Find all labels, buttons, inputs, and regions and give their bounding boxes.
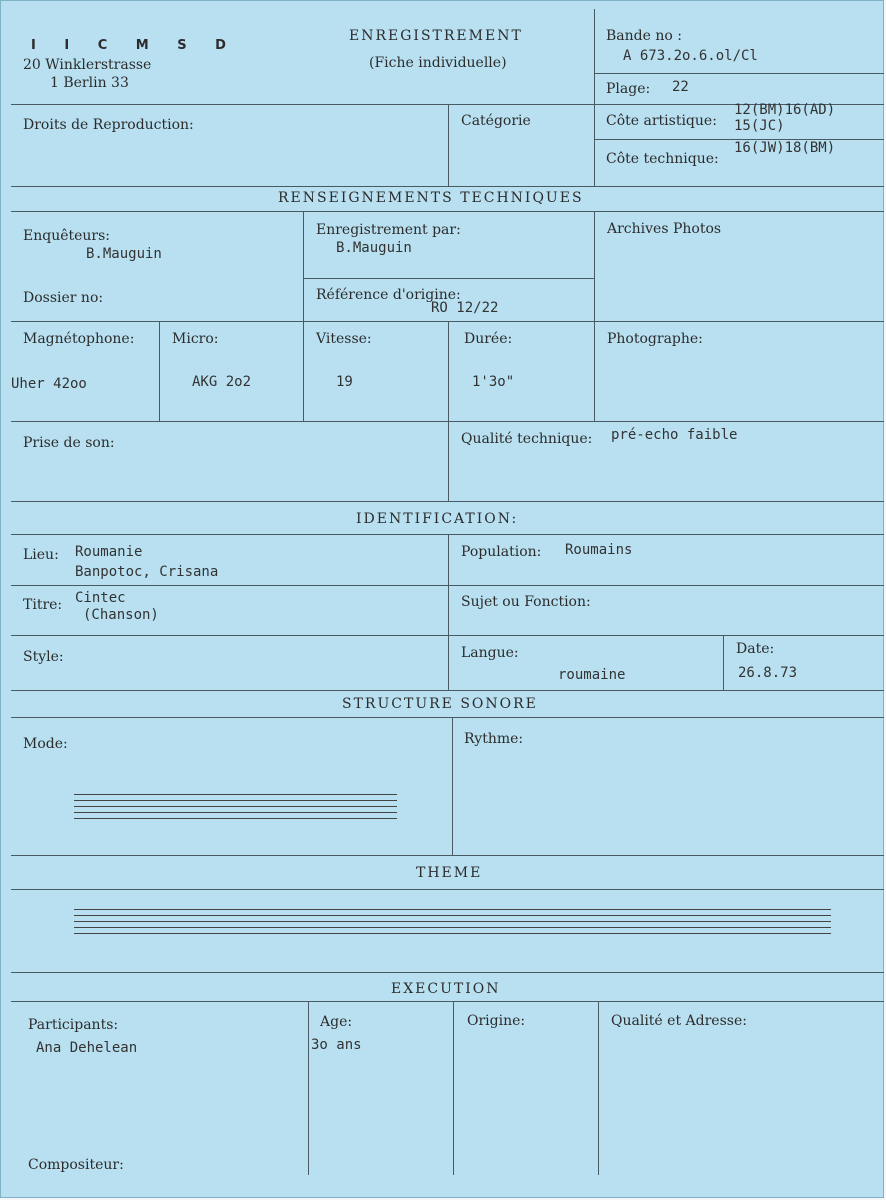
enregistrement-par-value: B.Mauguin [336,240,412,256]
divider [11,211,884,212]
section-title-identification: IDENTIFICATION: [356,511,519,527]
archives-photos-label: Archives Photos [607,221,722,237]
divider [448,104,449,186]
divider [303,211,304,421]
lieu-value: Roumanie [75,544,143,560]
divider [11,855,884,856]
org-logo: I I C M S D [31,38,238,53]
plage-value: 22 [672,79,689,95]
qualite-technique-value: pré-echo faible [611,427,738,443]
titre-value: Cintec [75,590,126,606]
titre-value-2: (Chanson) [83,607,159,623]
org-address-street: 20 Winklerstrasse [23,57,152,73]
divider [308,1001,309,1175]
divider [723,635,724,690]
plage-label: Plage: [606,81,651,97]
compositeur-label: Compositeur: [28,1157,124,1173]
divider [452,717,453,855]
participants-label: Participants: [28,1017,119,1033]
divider [453,1001,454,1175]
micro-label: Micro: [172,331,219,347]
qualite-adresse-label: Qualité et Adresse: [611,1013,747,1029]
divider [11,585,884,586]
cote-technique-label: Côte technique: [606,151,719,167]
divider [11,690,884,691]
rythme-label: Rythme: [464,731,524,747]
date-value: 26.8.73 [738,665,798,681]
divider [11,421,884,422]
divider [594,9,595,186]
divider [11,186,884,187]
mode-label: Mode: [23,736,68,752]
divider [159,321,160,421]
divider [594,73,884,74]
section-title-theme: THEME [416,865,483,881]
lieu-value-2: Banpotoc, Crisana [75,564,219,580]
divider [448,534,449,690]
origine-label: Origine: [467,1013,526,1029]
langue-value: roumaine [558,667,626,683]
sujet-label: Sujet ou Fonction: [461,594,591,610]
form-title: ENREGISTREMENT [349,28,523,44]
magnetophone-label: Magnétophone: [23,331,135,347]
divider [11,972,884,973]
form-subtitle: (Fiche individuelle) [369,55,507,71]
date-label: Date: [736,641,775,657]
reference-label: Référence d'origine: [316,287,461,303]
lieu-label: Lieu: [23,547,59,563]
theme-staff [74,909,831,939]
cote-technique-value: 16(JW)18(BM) [734,140,836,156]
divider [11,1001,884,1002]
magnetophone-value: Uher 42oo [11,376,87,392]
bande-value: A 673.2o.6.ol/Cl [623,48,758,64]
section-title-structure: STRUCTURE SONORE [342,696,538,712]
population-label: Population: [461,544,542,560]
divider [598,1001,599,1175]
vitesse-label: Vitesse: [316,331,372,347]
age-value: 3o ans [311,1037,362,1053]
dossier-label: Dossier no: [23,290,104,306]
style-label: Style: [23,649,64,665]
bande-label: Bande no : [606,28,682,44]
titre-label: Titre: [23,597,63,613]
photographe-label: Photographe: [607,331,703,347]
divider [11,635,884,636]
divider [594,211,595,421]
vitesse-value: 19 [336,374,353,390]
duree-value: 1'3o" [472,374,515,390]
cote-artistique-label: Côte artistique: [606,113,717,129]
mode-staff [74,794,397,824]
cote-artistique-value: 12(BM)16(AD) [734,102,836,118]
divider [11,501,884,502]
qualite-technique-label: Qualité technique: [461,431,593,447]
enqueteurs-value: B.Mauguin [86,246,162,262]
cote-artistique-value-2: 15(JC) [734,118,785,134]
divider [448,321,449,501]
langue-label: Langue: [461,645,519,661]
enregistrement-par-label: Enregistrement par: [316,222,461,238]
micro-value: AKG 2o2 [192,374,252,390]
participants-value: Ana Dehelean [36,1040,138,1056]
duree-label: Durée: [464,331,513,347]
categorie-label: Catégorie [461,113,531,129]
divider [11,717,884,718]
section-title-execution: EXECUTION [391,981,501,997]
enqueteurs-label: Enquêteurs: [23,228,111,244]
droits-label: Droits de Reproduction: [23,117,194,133]
age-label: Age: [320,1014,353,1030]
org-address-city: 1 Berlin 33 [50,75,129,91]
section-title-technical: RENSEIGNEMENTS TECHNIQUES [278,190,584,206]
population-value: Roumains [565,542,633,558]
divider [303,278,594,279]
reference-value: RO 12/22 [431,300,499,316]
divider [11,889,884,890]
prise-de-son-label: Prise de son: [23,435,115,451]
